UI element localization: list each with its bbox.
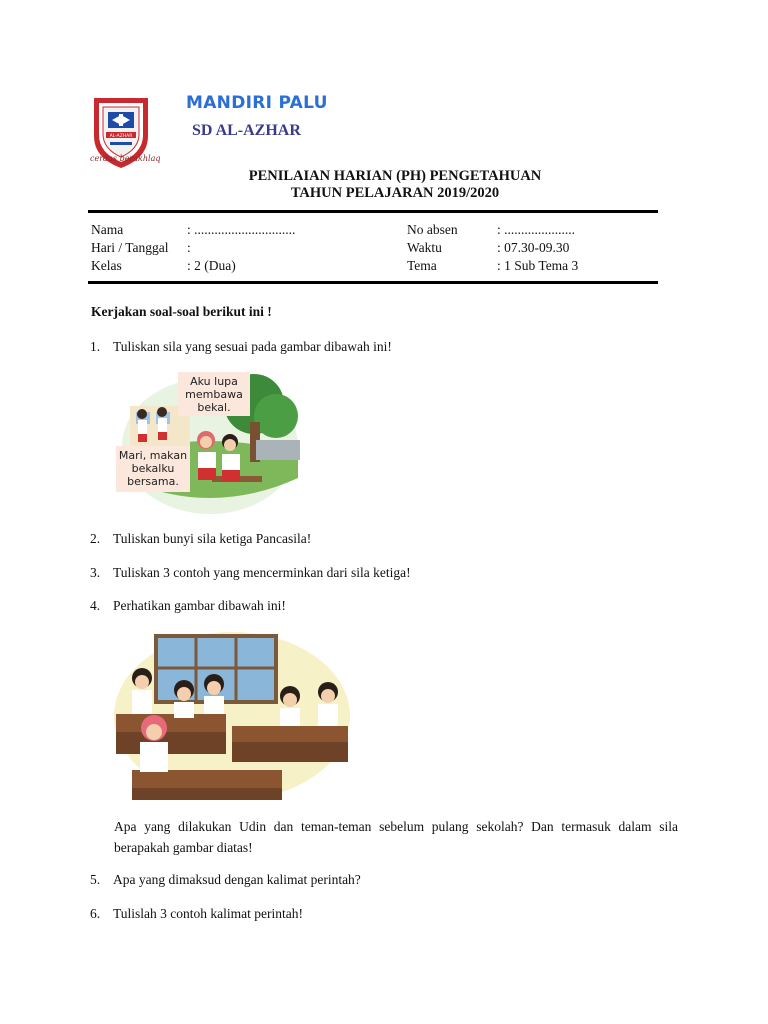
question-number: 3. [90,565,101,580]
label-tema: Tema [407,258,437,273]
school-motto: cerdas berakhlaq [90,154,161,163]
question-4-paragraph: Apa yang dilakukan Udin dan teman-teman sebelum pulang sekolah? Dan termasuk dalam sila berapakah gambar diatas! [114,819,678,855]
question-text: Tulislah 3 contoh kalimat perintah! [113,906,303,921]
illustration-classroom-praying [112,630,352,802]
question-number: 2. [90,531,101,546]
value-nama: : .............................. [187,222,296,237]
label-kelas: Kelas [91,258,122,273]
question-text: Tuliskan 3 contoh yang mencerminkan dari sila ketiga! [113,565,411,580]
bubble2-line2: bekalku [131,462,175,475]
school-name: MANDIRI PALU [186,93,328,113]
label-hari-tanggal: Hari / Tanggal [91,240,169,255]
divider-bottom [88,281,658,284]
question-text: Apa yang dimaksud dengan kalimat perintah? [113,872,361,887]
svg-text:AL-AZHAR: AL-AZHAR [109,134,133,139]
question-text: Tuliskan sila yang sesuai pada gambar dibawah ini! [113,339,392,354]
school-subname: SD AL-AZHAR [192,122,301,139]
question-text: Tuliskan bunyi sila ketiga Pancasila! [113,531,312,546]
bubble1-line2: membawa [185,388,243,401]
academic-year: TAHUN PELAJARAN 2019/2020 [290,185,500,201]
bubble1-line1: Aku lupa [190,375,238,388]
divider-top [88,210,658,213]
label-nama: Nama [91,222,124,237]
value-hari-tanggal: : [187,240,191,255]
instruction: Kerjakan soal-soal berikut ini ! [91,304,272,319]
question-number: 4. [90,598,101,613]
question-text: Perhatikan gambar dibawah ini! [113,598,286,613]
label-no-absen: No absen [407,222,458,237]
value-kelas: : 2 (Dua) [187,258,236,273]
question-number: 6. [90,906,101,921]
value-no-absen: : ..................... [497,222,576,237]
value-tema: : 1 Sub Tema 3 [497,258,579,273]
bubble2-line1: Mari, makan [118,449,188,462]
bubble1-line3: bekal. [197,401,231,414]
label-waktu: Waktu [407,240,442,255]
value-waktu: : 07.30-09.30 [497,240,570,255]
bubble2-line3: bersama. [127,475,179,488]
exam-title: PENILAIAN HARIAN (PH) PENGETAHUAN [248,168,542,184]
question-number: 1. [90,339,101,354]
question-number: 5. [90,872,101,887]
illustration-sharing-lunch [116,368,300,516]
